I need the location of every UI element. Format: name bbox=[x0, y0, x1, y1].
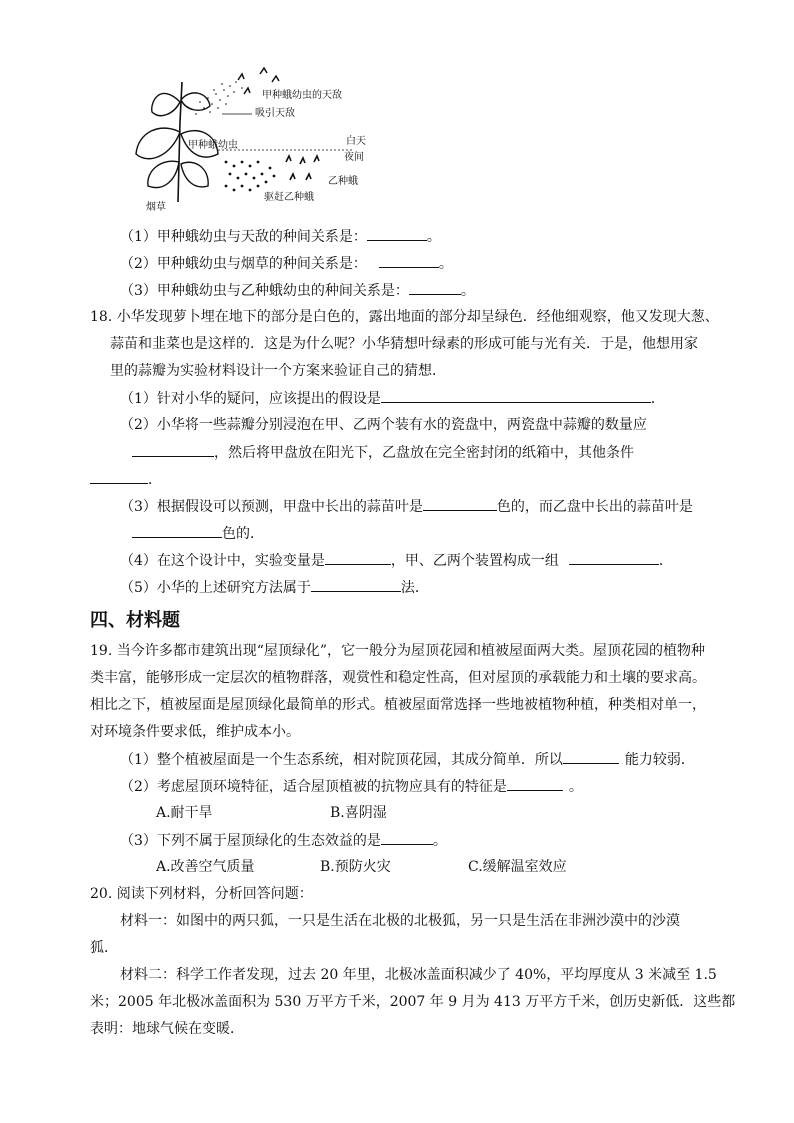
q19-sub2: （2）考虑屋顶环境特征，适合屋顶植被的抗物应具有的特征是 。 bbox=[120, 776, 583, 797]
q18-stem-line2: 蒜苗和韭菜也是这样的．这是为什么呢？小华猜想叶绿素的形成可能与光有关．于是，他想用家 bbox=[110, 336, 698, 352]
figure-label-repel: 驱赶乙种蛾 bbox=[264, 192, 314, 203]
figure-label-moth-b: 乙种蛾 bbox=[328, 176, 358, 187]
q18-sub4: （4）在这个设计中，实验变量是 ，甲、乙两个装置构成一组 ． bbox=[120, 550, 673, 571]
figure-label-enemy: 甲种蛾幼虫的天敌 bbox=[262, 90, 342, 101]
q18-sub2-line1: （2）小华将一些蒜瓣分别浸泡在甲、乙两个装有水的瓷盘中，两瓷盘中蒜瓣的数量应 bbox=[120, 417, 647, 433]
q18-stem-line1: 18. 小华发现萝卜埋在地下的部分是白色的，露出地面的部分却呈绿色．经他细观察，他又发现大葱、 bbox=[90, 309, 719, 325]
q18-sub3-line1: （3）根据假设可以预测，甲盘中长出的蒜苗叶是 色的，而乙盘中长出的蒜苗叶是 bbox=[120, 496, 693, 517]
q18-sub1: （1）针对小华的疑问，应该提出的假设是 ． bbox=[120, 388, 665, 409]
q19-sub3: （3）下列不属于屋顶绿化的生态效益的是 。 bbox=[120, 830, 447, 851]
q18-sub3-line2: 色的． bbox=[132, 523, 264, 544]
q20-material2-line2: 米；2005 年北极冰盖面积为 530 万平方千米，2007 年 9 月为 413 万平方千米，创历史新低．这些都 bbox=[90, 994, 736, 1010]
q19-sub2-option-a: A.耐干旱 bbox=[156, 805, 213, 821]
q20-stem: 20. 阅读下列材料，分析回答问题： bbox=[90, 886, 313, 902]
section-title: 四、材料题 bbox=[90, 610, 180, 631]
figure-label-night: 夜间 bbox=[344, 152, 364, 163]
q19-sub3-option-b: B.预防火灾 bbox=[320, 859, 391, 875]
q19-sub2-option-b: B.喜阴湿 bbox=[330, 805, 387, 821]
q20-material2-line3: 表明：地球气候在变暖． bbox=[90, 1021, 244, 1037]
q18-sub2-line3: ． bbox=[90, 469, 162, 490]
figure-label-tobacco: 烟草 bbox=[146, 202, 166, 213]
figure-label-attract: 吸引天敌 bbox=[255, 108, 295, 119]
q19-stem-line3: 相比之下，植被屋面是屋顶绿化最简单的形式。植被屋面常选择一些地被植物种植，种类相对单一， bbox=[90, 697, 706, 713]
q20-material2-line1: 材料二：科学工作者发现，过去 20 年里，北极冰盖面积减少了 40%，平均厚度从 3 米减至 1.5 bbox=[120, 967, 717, 983]
q18-sub5: （5）小华的上述研究方法属于 法． bbox=[120, 577, 429, 598]
tobacco-larva-figure bbox=[130, 62, 370, 212]
q20-material1-line1: 材料一：如图中的两只狐，一只是生活在北极的北极狐，另一只是生活在非洲沙漠中的沙漠 bbox=[120, 913, 680, 929]
q19-stem-line4: 对环境条件要求低，维护成本小。 bbox=[90, 724, 300, 740]
q17-sub2: （2）甲种蛾幼虫与烟草的种间关系是： 。 bbox=[120, 253, 453, 274]
q19-stem-line2: 类丰富，能够形成一定层次的植物群落，观赏性和稳定性高，但对屋顶的承载能力和土壤的要求高。 bbox=[90, 670, 706, 686]
q20-material1-line2: 狐． bbox=[90, 940, 118, 956]
figure-label-day: 白天 bbox=[346, 136, 366, 147]
figure-label-larva: 甲种蛾幼虫 bbox=[188, 140, 238, 151]
q18-stem-line3: 里的蒜瓣为实验材料设计一个方案来验证自己的猜想． bbox=[110, 363, 446, 379]
q17-sub3: （3）甲种蛾幼虫与乙种蛾幼虫的种间关系是： 。 bbox=[120, 280, 475, 301]
q19-sub3-option-c: C.缓解温室效应 bbox=[468, 859, 567, 875]
q19-stem-line1: 19. 当今许多都市建筑出现“屋顶绿化”，它一般分为屋顶花园和植被屋面两大类。屋顶花园的植物种 bbox=[90, 643, 706, 659]
q18-sub2-line2: ，然后将甲盘放在阳光下，乙盘放在完全密封闭的纸箱中，其他条件 bbox=[132, 442, 634, 463]
q19-sub3-option-a: A.改善空气质量 bbox=[156, 859, 255, 875]
q19-sub1: （1）整个植被屋面是一个生态系统，相对院顶花园，其成分简单．所以 能力较弱． bbox=[120, 749, 695, 770]
q17-sub1: （1）甲种蛾幼虫与天敌的种间关系是： 。 bbox=[120, 226, 441, 247]
